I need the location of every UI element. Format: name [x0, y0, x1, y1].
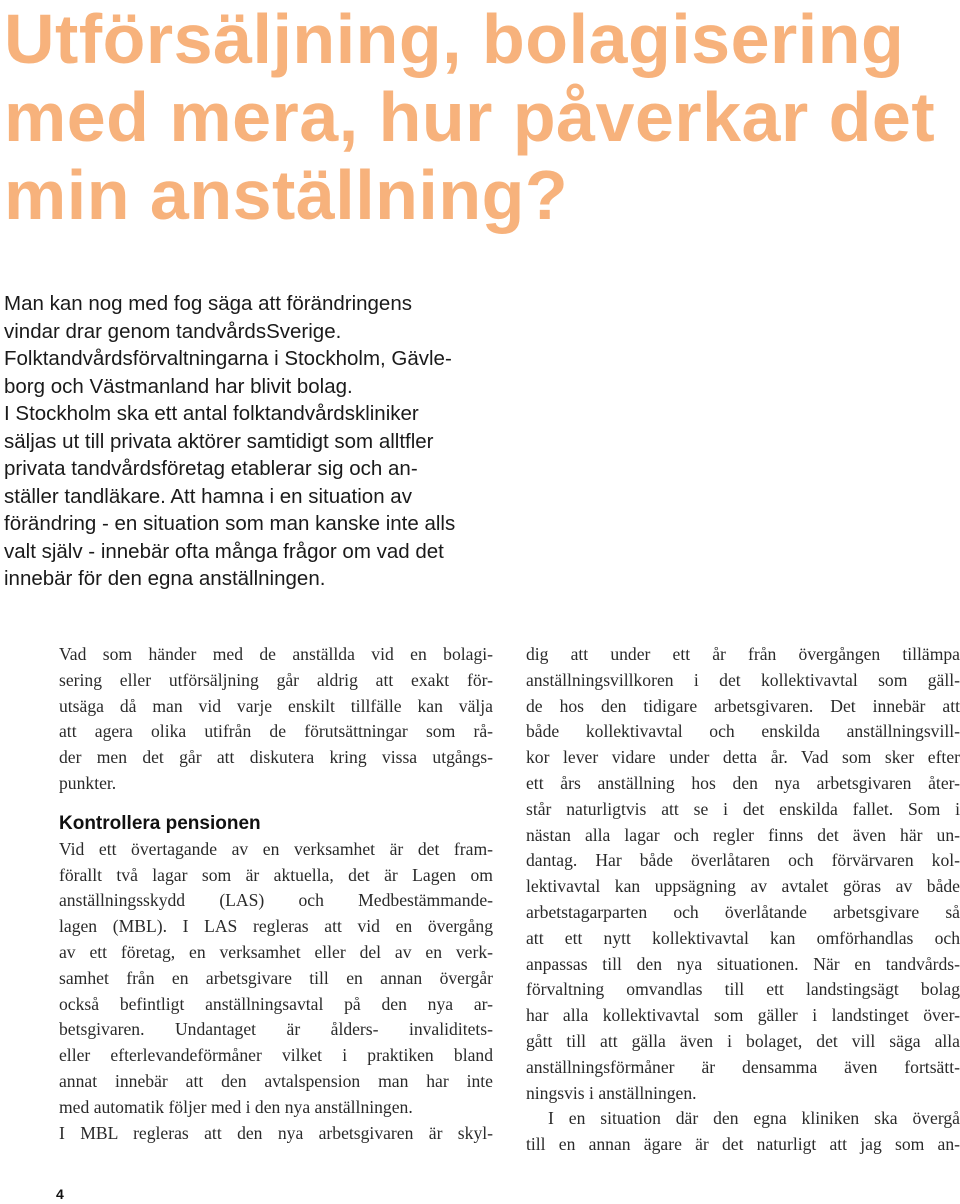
body-line: ningsvis i anställningen.: [526, 1082, 697, 1103]
body-line: I en situation där den egna kliniken ska övergå: [548, 1108, 960, 1129]
body-line: anpassas till den nya situationen. När en tandvårds-: [526, 953, 960, 974]
body-line: utsäga då man vid varje enskilt tillfälle kan välja: [59, 695, 493, 716]
body-paragraph: [59, 837, 493, 1147]
body-line: eller efterlevandeförmåner vilket i praktiken bland: [59, 1045, 493, 1066]
body-paragraph: [526, 642, 960, 1106]
intro-line: ställer tandläkare. Att hamna i en situation av: [4, 484, 412, 508]
body-line: till en annan ägare är det naturligt att jag som an-: [526, 1134, 960, 1155]
title-line: med mera, hur påverkar det: [4, 78, 936, 156]
body-line: med automatik följer med i den nya anställningen.: [59, 1096, 413, 1117]
body-line: der men det går att diskutera kring vissa utgångs-: [59, 747, 493, 768]
body-line: annat innebär att den avtalspension man har inte: [59, 1070, 493, 1091]
body-line: lektivavtal kan uppsägning av avtalet göras av både: [526, 876, 960, 897]
body-line: ett års anställning hos den nya arbetsgivaren åter-: [526, 772, 960, 793]
body-line: lagen (MBL). I LAS regleras att vid en övergång: [59, 916, 493, 937]
intro-line: vindar drar genom tandvårdsSverige.: [4, 319, 342, 343]
body-paragraph: [59, 642, 493, 797]
section-heading: Kontrollera pensionen: [59, 812, 261, 834]
body-line: arbetstagarparten och överlåtande arbetsgivare så: [526, 901, 960, 922]
intro-line: valt själv - innebär ofta många frågor om vad det: [4, 539, 444, 563]
body-line: att ett nytt kollektivavtal kan omförhandlas och: [526, 927, 960, 948]
body-line: punkter.: [59, 772, 117, 793]
page-number: 4: [56, 1186, 64, 1202]
body-line: nästan alla lagar och regler finns det även här un-: [526, 824, 960, 845]
body-line: anställningsskydd (LAS) och Medbestämmande-: [59, 890, 493, 911]
intro-line: innebär för den egna anställningen.: [4, 567, 326, 590]
intro-line: privata tandvårdsföretag etablerar sig och an-: [4, 457, 418, 480]
body-paragraph: [526, 1106, 960, 1158]
body-line: dantag. Har både överlåtaren och förvärvaren kol-: [526, 850, 960, 871]
intro-line: borg och Västmanland har blivit bolag.: [4, 374, 353, 398]
intro-paragraph: [4, 290, 504, 593]
article-title: [4, 0, 956, 234]
body-line: också befintligt anställningsavtal på den nya ar-: [59, 993, 493, 1014]
body-line: anställningsförmåner är densamma även fortsätt-: [526, 1056, 960, 1077]
body-column-right: [526, 642, 960, 1158]
body-line: Vad som händer med de anställda vid en bolagi-: [59, 644, 493, 664]
body-line: dig att under ett år från övergången tillämpa: [526, 644, 960, 664]
title-line: Utförsäljning, bolagisering: [4, 0, 905, 78]
body-line: har alla kollektivavtal som gäller i landstinget över-: [526, 1005, 960, 1026]
body-line: Vid ett övertagande av en verksamhet är det fram-: [59, 838, 493, 859]
body-line: av ett företag, en verksamhet eller del av en verk-: [59, 941, 493, 962]
intro-line: I Stockholm ska ett antal folktandvårdskliniker: [4, 402, 419, 425]
body-line: förallt två lagar som är aktuella, det är Lagen om: [59, 864, 493, 885]
intro-line: förändring - en situation som man kanske inte alls: [4, 512, 456, 535]
body-line: I MBL regleras att den nya arbetsgivaren är skyl-: [59, 1122, 493, 1143]
body-line: förvaltning omvandlas till ett landstingsägt bolag: [526, 979, 960, 1000]
body-line: anställningsvillkoren i det kollektivavtal som gäll-: [526, 669, 960, 690]
body-line: både kollektivavtal och enskilda anställningsvill-: [526, 721, 960, 742]
body-column-left: [59, 642, 493, 1146]
body-line: står naturligtvis att se i det enskilda fallet. Som i: [526, 798, 960, 819]
intro-line: Man kan nog med fog säga att förändringens: [4, 292, 412, 315]
body-line: betsgivaren. Undantaget är ålders- invaliditets-: [59, 1019, 493, 1040]
body-line: kor lever vidare under detta år. Vad som sker efter: [526, 747, 960, 768]
intro-line: Folktandvårdsförvaltningarna i Stockholm, Gävle-: [4, 347, 452, 370]
body-line: att agera olika utifrån de förutsättningar som rå-: [59, 721, 493, 742]
body-line: gått till att gälla även i bolaget, det vill säga alla: [526, 1030, 960, 1051]
body-line: sering eller utförsäljning går aldrig att exakt för-: [59, 669, 493, 690]
body-line: de hos den tidigare arbetsgivaren. Det innebär att: [526, 695, 960, 716]
title-line: min anställning?: [4, 156, 569, 234]
intro-line: säljas ut till privata aktörer samtidigt som alltfler: [4, 429, 434, 453]
body-line: samhet från en arbetsgivare till en annan övergår: [59, 967, 493, 988]
